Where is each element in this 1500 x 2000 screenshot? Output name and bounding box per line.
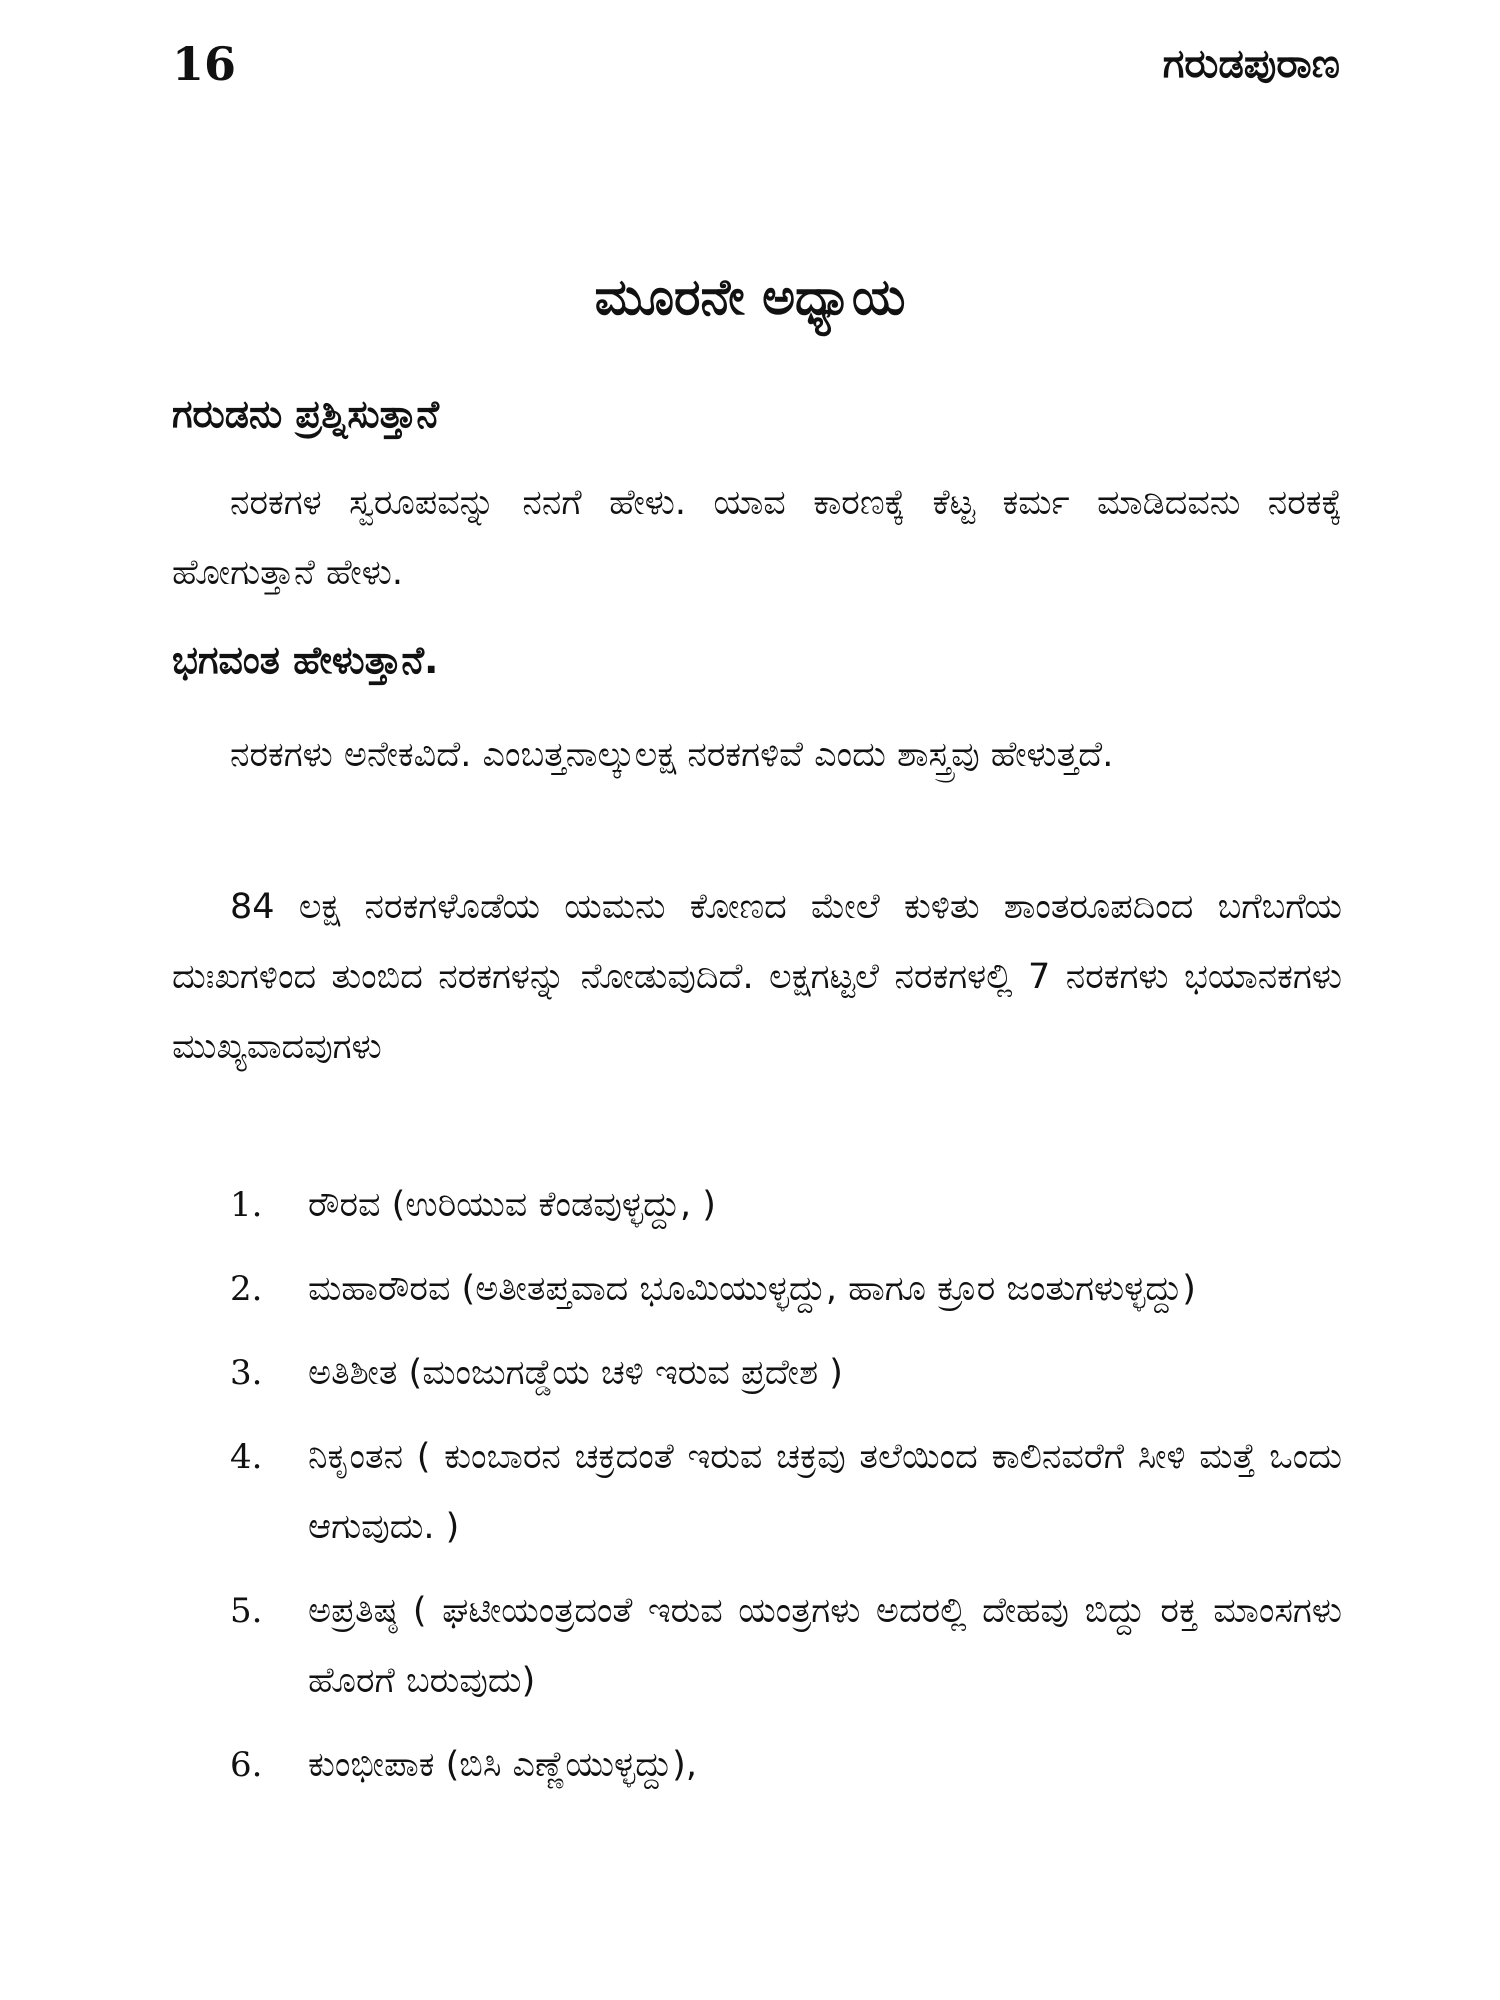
chapter-title: ಮೂರನೇ ಅಧ್ಯಾಯ: [594, 268, 906, 326]
paragraph-narakas-many: ನರಕಗಳು ಅನೇಕವಿದೆ. ಎಂಬತ್ತನಾಲ್ಕುಲಕ್ಷ ನರಕಗಳಿವೆ ಎಂದು ಶಾಸ್ತ್ರವು ಹೇಳುತ್ತದೆ.: [230, 735, 1114, 775]
list-item-number: 2.: [230, 1269, 263, 1309]
list-item-number: 5.: [230, 1591, 263, 1631]
list-item-number: 4.: [230, 1437, 263, 1477]
list-item: [230, 1730, 1342, 1800]
list-item: [230, 1422, 1342, 1562]
list-item-text: ನಿಕೃಂತನ ( ಕುಂಬಾರನ ಚಕ್ರದಂತೆ ಇರುವ ಚಕ್ರವು ತಲೆಯಿಂದ ಕಾಲಿನವರೆಗೆ ಸೀಳಿ ಮತ್ತೆ ಒಂದು ಆಗುವುದು. ): [308, 1437, 1342, 1547]
list-item: [230, 1254, 1342, 1324]
list-item-number: 1.: [230, 1185, 263, 1225]
list-item: [230, 1338, 1342, 1408]
list-item-text: ಅಪ್ರತಿಷ್ಠ ( ಘಟೀಯಂತ್ರದಂತೆ ಇರುವ ಯಂತ್ರಗಳು ಅದರಲ್ಲಿ ದೇಹವು ಬಿದ್ದು ರಕ್ತ ಮಾಂಸಗಳು ಹೊರಗೆ ಬರುವುದು): [308, 1591, 1342, 1701]
list-item: [230, 1576, 1342, 1716]
running-title: ಗರುಡಪುರಾಣ: [1162, 41, 1340, 87]
section-heading-garuda-asks: ಗರುಡನು ಪ್ರಶ್ನಿಸುತ್ತಾನೆ: [172, 392, 440, 436]
page-number: 16: [172, 37, 237, 91]
list-item-text: ಮಹಾರೌರವ (ಅತೀತಪ್ತವಾದ ಭೂಮಿಯುಳ್ಳದ್ದು, ಹಾಗೂ ಕ್ರೂರ ಜಂತುಗಳುಳ್ಳದ್ದು): [308, 1269, 1196, 1309]
naraka-list: [230, 1170, 1342, 1814]
list-item-number: 3.: [230, 1353, 263, 1393]
paragraph-yama-narakas: 84 ಲಕ್ಷ ನರಕಗಳೊಡೆಯ ಯಮನು ಕೋಣದ ಮೇಲೆ ಕುಳಿತು ಶಾಂತರೂಪದಿಂದ ಬಗೆಬಗೆಯ ದುಃಖಗಳಿಂದ ತುಂಬಿದ ನರಕಗಳನ್ನು ನೋಡುವುದಿದೆ. ಲಕ್ಷಗಟ್ಟಲೆ ನರಕಗಳಲ್ಲಿ 7 ನರಕಗಳು ಭಯಾನಕಗಳು ಮುಖ್ಯವಾದವುಗಳು: [172, 887, 1342, 1067]
paragraph-garuda-question: ನರಕಗಳ ಸ್ವರೂಪವನ್ನು ನನಗೆ ಹೇಳು. ಯಾವ ಕಾರಣಕ್ಕೆ ಕೆಟ್ಟ ಕರ್ಮ ಮಾಡಿದವನು ನರಕಕ್ಕೆ ಹೋಗುತ್ತಾನೆ ಹೇಳು.: [172, 483, 1342, 593]
list-item: [230, 1170, 1342, 1240]
list-item-text: ರೌರವ (ಉರಿಯುವ ಕೆಂಡವುಳ್ಳದ್ದು, ): [308, 1185, 716, 1225]
list-item-number: 6.: [230, 1745, 263, 1785]
section-heading-lord-says: ಭಗವಂತ ಹೇಳುತ್ತಾನೆ.: [172, 638, 439, 682]
list-item-text: ಕುಂಭೀಪಾಕ (ಬಿಸಿ ಎಣ್ಣೆಯುಳ್ಳದ್ದು),: [308, 1745, 697, 1785]
list-item-text: ಅತಿಶೀತ (ಮಂಜುಗಡ್ಡೆಯ ಚಳಿ ಇರುವ ಪ್ರದೇಶ ): [308, 1353, 843, 1393]
